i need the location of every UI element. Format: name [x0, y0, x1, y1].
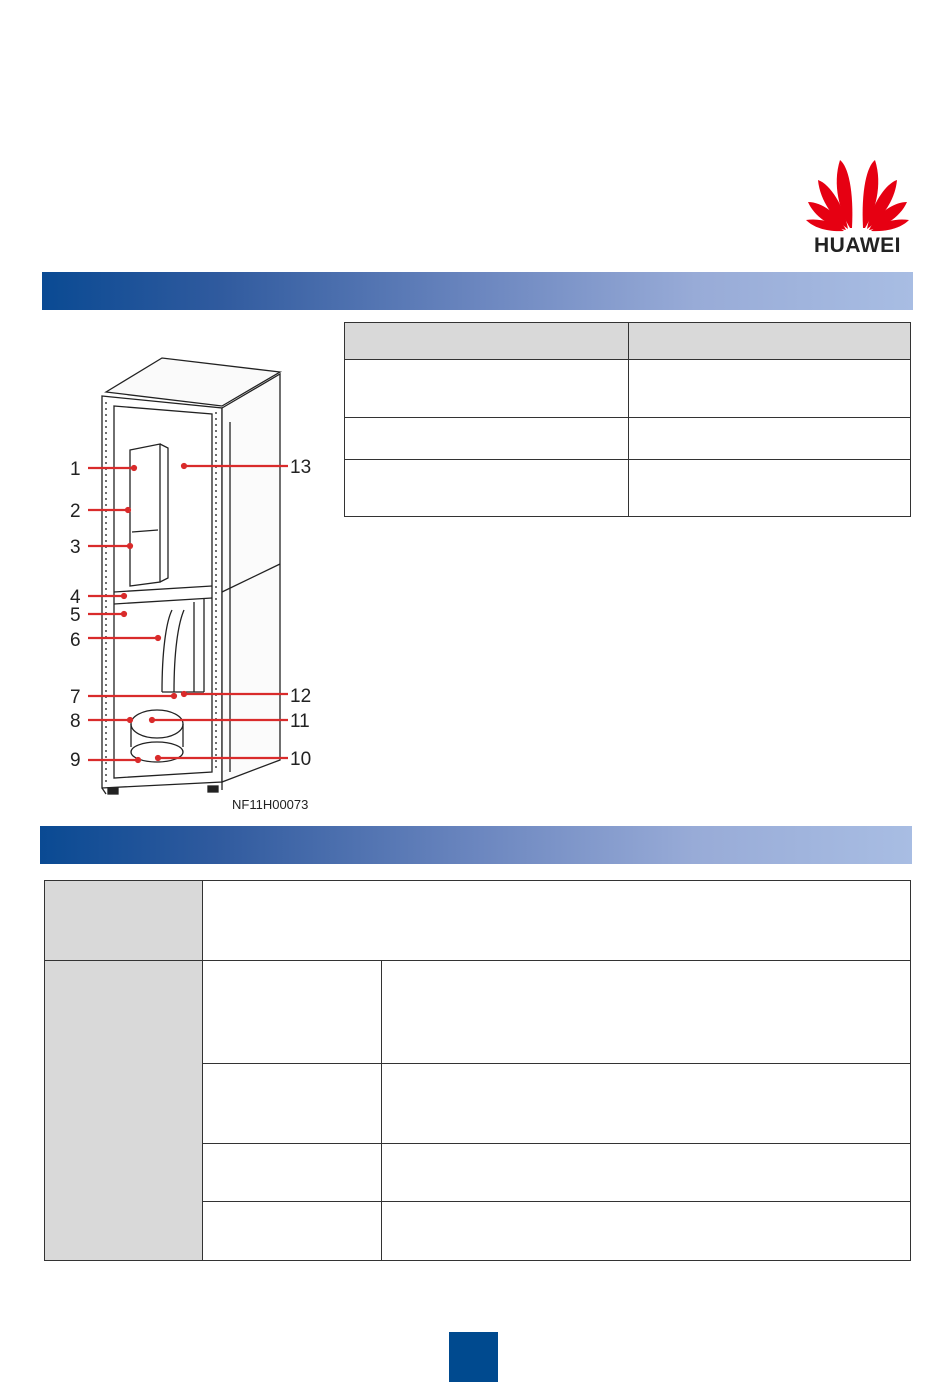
callout-8: 8	[70, 711, 81, 732]
cabinet-components-figure	[62, 352, 327, 822]
table-row	[345, 460, 911, 517]
specifications-table	[44, 880, 911, 1261]
header-cell	[345, 323, 629, 360]
huawei-wordmark: HUAWEI	[814, 234, 901, 257]
huawei-logo	[800, 150, 915, 260]
callout-11: 11	[290, 711, 310, 732]
table-cell	[345, 360, 629, 418]
spec-label-cell	[45, 961, 203, 1261]
table-cell	[345, 418, 629, 460]
spec-sub-label-cell	[203, 1144, 382, 1202]
section-header-band-specifications	[40, 826, 912, 864]
callout-12: 12	[290, 686, 312, 707]
spec-value-cell	[382, 1144, 911, 1202]
table-cell	[629, 460, 911, 517]
huawei-petal-logo-icon	[800, 150, 915, 232]
callout-3: 3	[70, 537, 81, 558]
spec-sub-label-cell	[203, 961, 382, 1064]
table-row	[45, 881, 911, 961]
callout-1: 1	[70, 459, 81, 480]
callout-5: 5	[70, 605, 81, 626]
spec-value-cell	[382, 1064, 911, 1144]
header-cell	[629, 323, 911, 360]
table-row	[345, 360, 911, 418]
spec-label-cell	[45, 881, 203, 961]
spec-value-cell	[382, 1202, 911, 1261]
table-cell	[629, 418, 911, 460]
figure-code: NF11H00073	[232, 797, 309, 812]
table-cell	[629, 360, 911, 418]
callout-9: 9	[70, 750, 81, 771]
callout-7: 7	[70, 687, 81, 708]
callout-4: 4	[70, 587, 81, 608]
table-row	[345, 418, 911, 460]
spec-sub-label-cell	[203, 1202, 382, 1261]
page-number-marker	[449, 1332, 498, 1382]
components-table	[344, 322, 911, 517]
callout-6: 6	[70, 630, 81, 651]
spec-value-cell	[382, 961, 911, 1064]
components-table-header	[345, 323, 911, 360]
callout-2: 2	[70, 501, 81, 522]
callout-10: 10	[290, 749, 312, 770]
cabinet-line-drawing	[62, 352, 327, 822]
table-row	[45, 961, 911, 1064]
callout-13: 13	[290, 457, 312, 478]
section-header-band-components	[42, 272, 913, 310]
spec-sub-label-cell	[203, 1064, 382, 1144]
spec-value-cell	[203, 881, 911, 961]
table-cell	[345, 460, 629, 517]
